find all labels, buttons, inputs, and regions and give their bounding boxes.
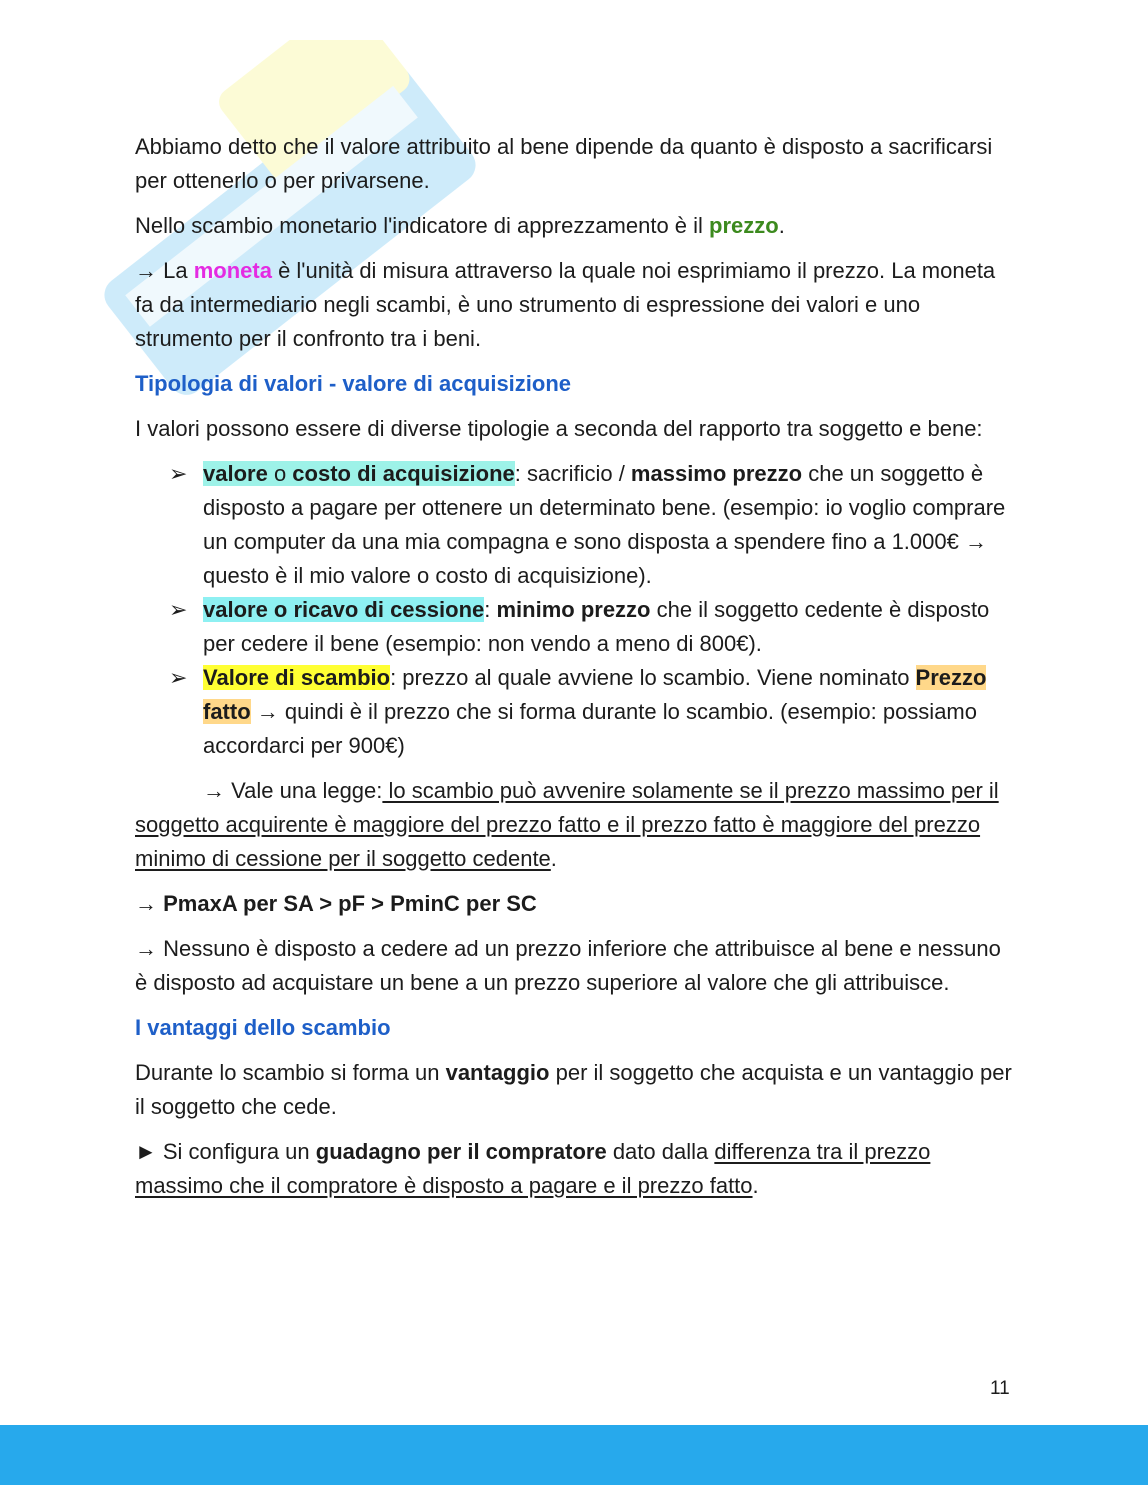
paragraph-moneta: → La moneta è l'unità di misura attraverso la quale noi esprimiamo il prezzo. La moneta fa da intermediario negli scambi, è uno strumento di espressione dei valori e uno strumento per il confronto tra i beni. xyxy=(135,258,996,351)
list-item: ➢ Valore di scambio: prezzo al quale avviene lo scambio. Viene nominato Prezzo fatto → quindi è il prezzo che si forma durante lo scambio. (esempio: possiamo accordarci per 900€) xyxy=(135,661,1015,763)
page-number: 11 xyxy=(990,1378,1010,1399)
term-prezzo: prezzo xyxy=(709,213,779,238)
list-item: ➢ valore o ricavo di cessione: minimo prezzo che il soggetto cedente è disposto per cedere il bene (esempio: non vendo a meno di 800€). xyxy=(135,593,1015,661)
paragraph-nessuno: → Nessuno è disposto a cedere ad un prezzo inferiore che attribuisce al bene e nessuno è disposto ad acquistare un bene a un prezzo superiore al valore che gli attribuisce. xyxy=(135,936,1001,995)
underlined-differenza: differenza tra il prezzo massimo che il compratore è disposto a pagare e il prezzo fatto xyxy=(135,1139,931,1198)
paragraph-guadagno: ► Si configura un guadagno per il compratore dato dalla differenza tra il prezzo massimo che il compratore è disposto a pagare e il prezzo fatto. xyxy=(135,1139,931,1198)
underlined-legge: lo scambio può avvenire solamente se il prezzo massimo per il soggetto acquirente è maggiore del prezzo fatto e il prezzo fatto è maggiore del prezzo minimo di cessione per il soggetto cedente xyxy=(135,778,999,871)
term-moneta: moneta xyxy=(193,258,272,283)
heading-vantaggi-scambio: I vantaggi dello scambio xyxy=(135,1015,391,1040)
arrow-bullet-icon: ➢ xyxy=(169,597,188,622)
paragraph-prezzo: Nello scambio monetario l'indicatore di apprezzamento è il prezzo. xyxy=(135,213,785,238)
footer-bar xyxy=(0,1425,1148,1485)
page-content xyxy=(135,130,1015,1214)
heading-tipologia-valori: Tipologia di valori - valore di acquisizione xyxy=(135,371,572,396)
paragraph-vantaggio: Durante lo scambio si forma un vantaggio per il soggetto che acquista e un vantaggio per il soggetto che cede. xyxy=(135,1060,1012,1119)
paragraph-tipologie: I valori possono essere di diverse tipologie a seconda del rapporto tra soggetto e bene: xyxy=(135,416,983,441)
list-item: ➢ valore o costo di acquisizione: sacrificio / massimo prezzo che un soggetto è disposto a pagare per ottenere un determinato bene. (esempio: io voglio comprare un computer da una mia compagna e sono disposta a spendere fino a 1.000€ → questo è il mio valore o costo di acquisizione). xyxy=(135,457,1015,593)
arrow-bullet-icon: ➢ xyxy=(169,665,188,690)
bullet-list-valori xyxy=(135,457,1015,763)
paragraph-intro: Abbiamo detto che il valore attribuito al bene dipende da quanto è disposto a sacrificarsi per ottenerlo o per privarsene. xyxy=(135,134,993,193)
highlight-valore-scambio: Valore di scambio xyxy=(203,665,391,690)
formula: → PmaxA per SA > pF > PminC per SC xyxy=(135,891,537,916)
paragraph-legge: → Vale una legge: lo scambio può avvenire solamente se il prezzo massimo per il soggetto acquirente è maggiore del prezzo fatto e il prezzo fatto è maggiore del prezzo minimo di cessione per il soggetto cedente. xyxy=(135,778,999,871)
highlight-costo-acquisizione: valore o costo di acquisizione xyxy=(203,461,515,486)
highlight-ricavo-cessione: valore o ricavo di cessione xyxy=(203,597,485,622)
highlight-prezzo-fatto: Prezzo fatto xyxy=(203,665,987,724)
arrow-bullet-icon: ➢ xyxy=(169,461,188,486)
